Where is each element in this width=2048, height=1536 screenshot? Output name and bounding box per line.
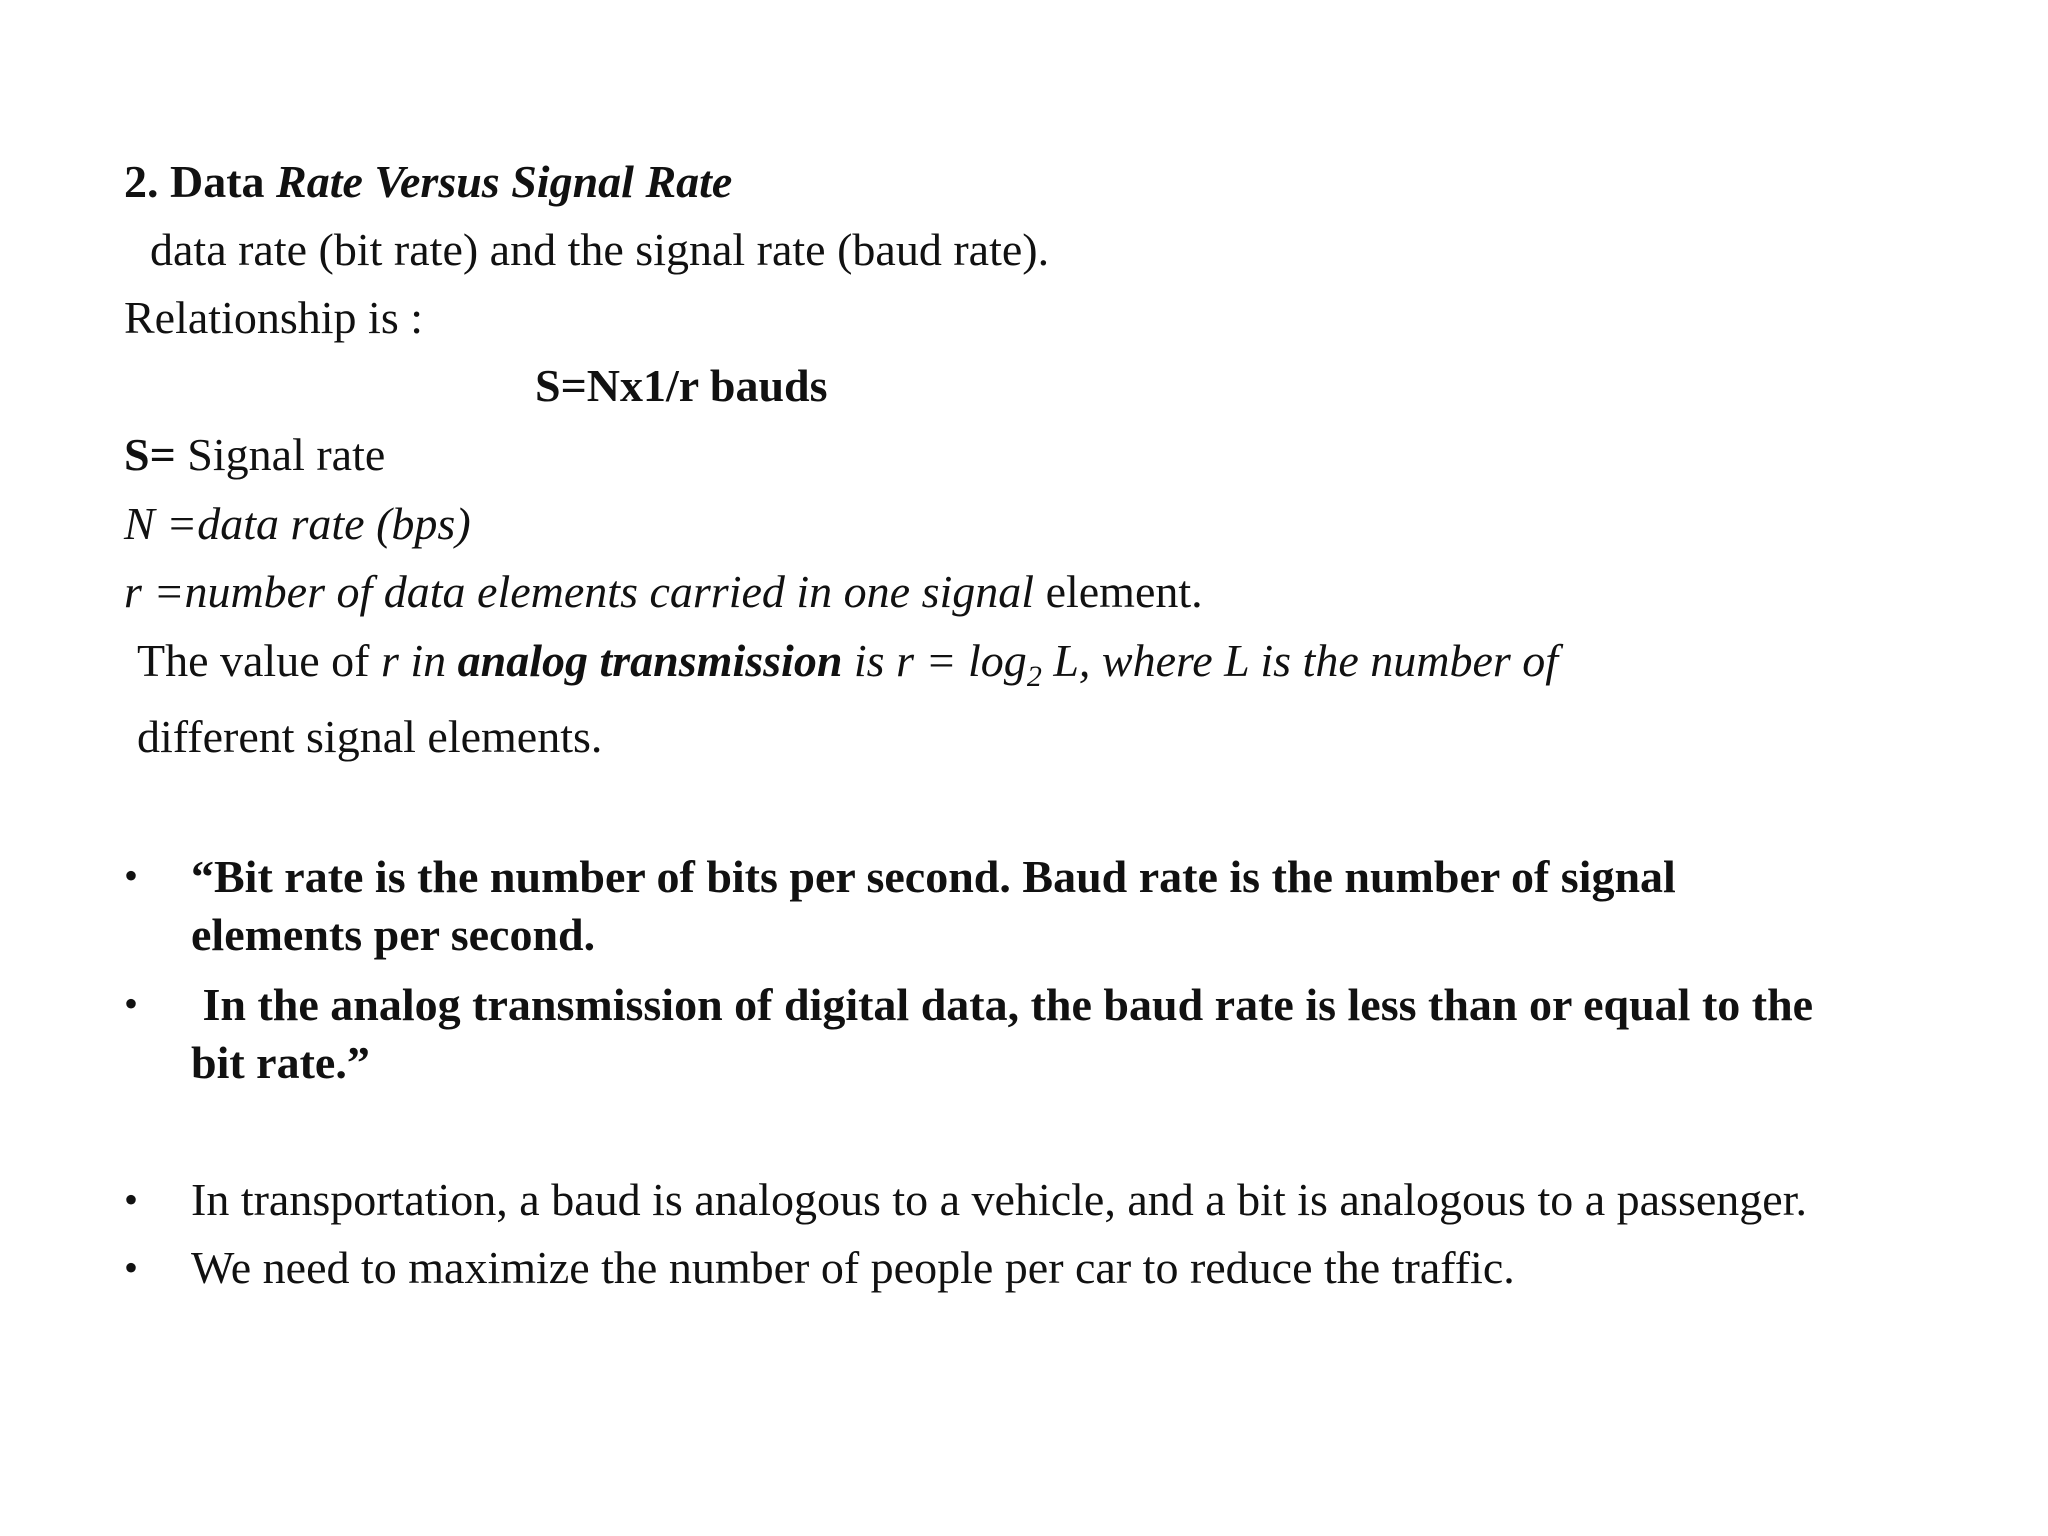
intro-text: data rate (bit rate) and the signal rate (baud rate). [150, 224, 1050, 275]
bullet-glyph: • [124, 853, 139, 898]
value-p1: The value of [137, 635, 381, 686]
definition-s [124, 427, 385, 483]
bold-bullet-2 [191, 976, 1991, 1092]
definition-n: N =data rate (bps) [124, 498, 471, 549]
section-heading [124, 154, 732, 210]
value-of-r-line [137, 633, 1559, 693]
s-text: Signal rate [175, 429, 386, 480]
plain-bullet-1: In transportation, a baud is analogous to a vehicle, and a bit is analogous to a passenger. [191, 1174, 1807, 1225]
heading-title: Rate Versus Signal Rate [276, 156, 733, 207]
value-p6: L, where L is the number of [1041, 635, 1559, 686]
bullet-glyph: • [124, 1245, 139, 1290]
value-p3: analog transmission [457, 635, 843, 686]
bold-bullet-1 [191, 848, 1991, 964]
s-symbol: S= [124, 429, 176, 480]
bold-bullet-1-line2: elements per second. [191, 909, 596, 960]
heading-number: 2. Data [124, 156, 265, 207]
bullet-glyph: • [124, 981, 139, 1026]
value-p4: is r = log [842, 635, 1027, 686]
bold-bullet-2-line1: In the analog transmission of digital data, the baud rate is less than or equal to the [191, 979, 1814, 1030]
value-of-r-continuation: different signal elements. [137, 711, 603, 762]
r-plain: element. [1034, 566, 1203, 617]
plain-bullet-2: We need to maximize the number of people per car to reduce the traffic. [191, 1242, 1515, 1293]
r-italic: r =number of data elements carried in one signal [124, 566, 1035, 617]
value-p2: r in [380, 635, 458, 686]
bullet-glyph: • [124, 1177, 139, 1222]
relationship-label: Relationship is : [124, 292, 423, 343]
bold-bullet-1-line1: “Bit rate is the number of bits per second. Baud rate is the number of signal [191, 851, 1676, 902]
bold-bullet-2-line2: bit rate.” [191, 1037, 370, 1088]
definition-r [124, 564, 1203, 620]
formula: S=Nx1/r bauds [535, 360, 828, 411]
value-p5: 2 [1026, 660, 1042, 693]
